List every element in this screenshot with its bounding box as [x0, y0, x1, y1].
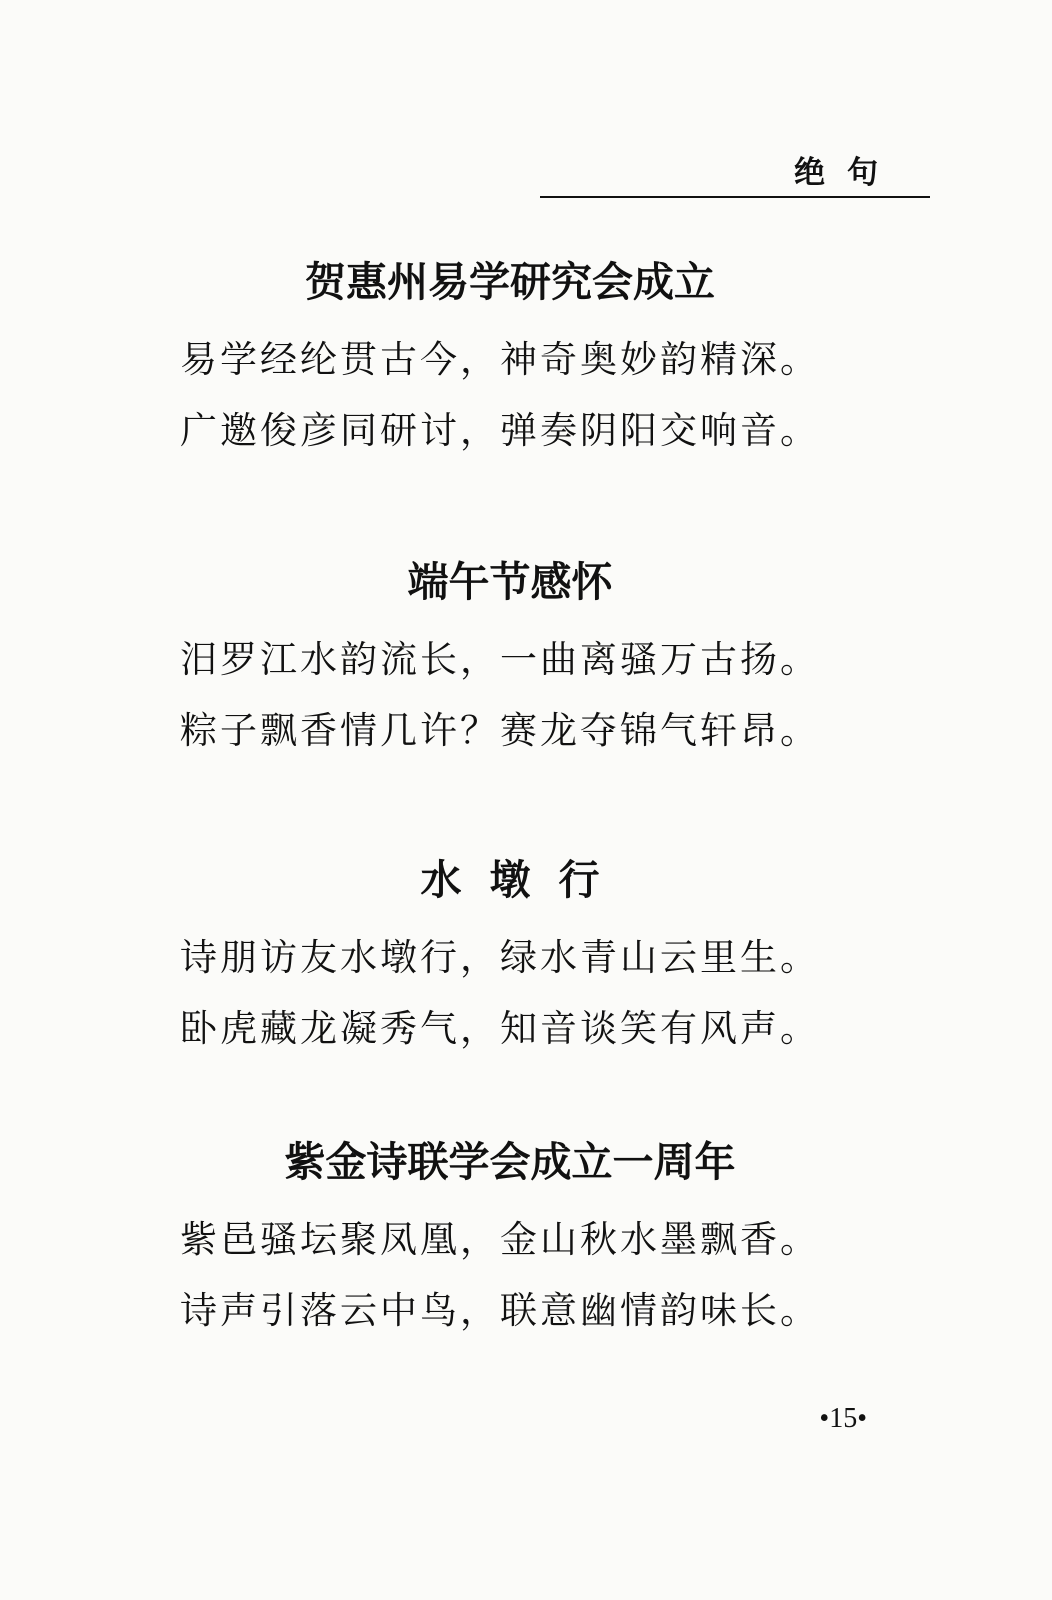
poem-title: 端午节感怀 [407, 558, 613, 606]
poem-line: 诗声引落云中鸟，联意幽情韵味长。 [180, 1289, 820, 1332]
poem-lines [180, 338, 840, 452]
poem-title: 贺惠州易学研究会成立 [305, 258, 715, 306]
running-head [0, 150, 1052, 210]
running-head-title: 绝句 [794, 155, 900, 191]
poem-line: 粽子飘香情几许？赛龙夺锦气轩昂。 [180, 709, 820, 752]
poem-lines [180, 936, 840, 1050]
poem-2 [180, 558, 840, 752]
running-head-rule [540, 196, 930, 198]
poem-line: 诗朋访友水墩行，绿水青山云里生。 [180, 936, 820, 979]
poem-lines [180, 1218, 840, 1332]
poem-line: 卧虎藏龙凝秀气，知音谈笑有风声。 [180, 1007, 820, 1050]
poem-4 [180, 1138, 840, 1332]
poem-title: 水墩行 [420, 856, 628, 904]
poem-title: 紫金诗联学会成立一周年 [284, 1138, 736, 1186]
poem-3 [180, 856, 840, 1050]
poem-line: 紫邑骚坛聚凤凰，金山秋水墨飘香。 [180, 1218, 820, 1261]
poem-lines [180, 638, 840, 752]
poem-line: 易学经纶贯古今，神奇奥妙韵精深。 [180, 338, 820, 381]
poem-line: 广邀俊彦同研讨，弹奏阴阳交响音。 [180, 409, 820, 452]
page-number: •15• [819, 1403, 867, 1434]
poem-1 [180, 258, 840, 452]
poem-line: 汨罗江水韵流长，一曲离骚万古扬。 [180, 638, 820, 681]
